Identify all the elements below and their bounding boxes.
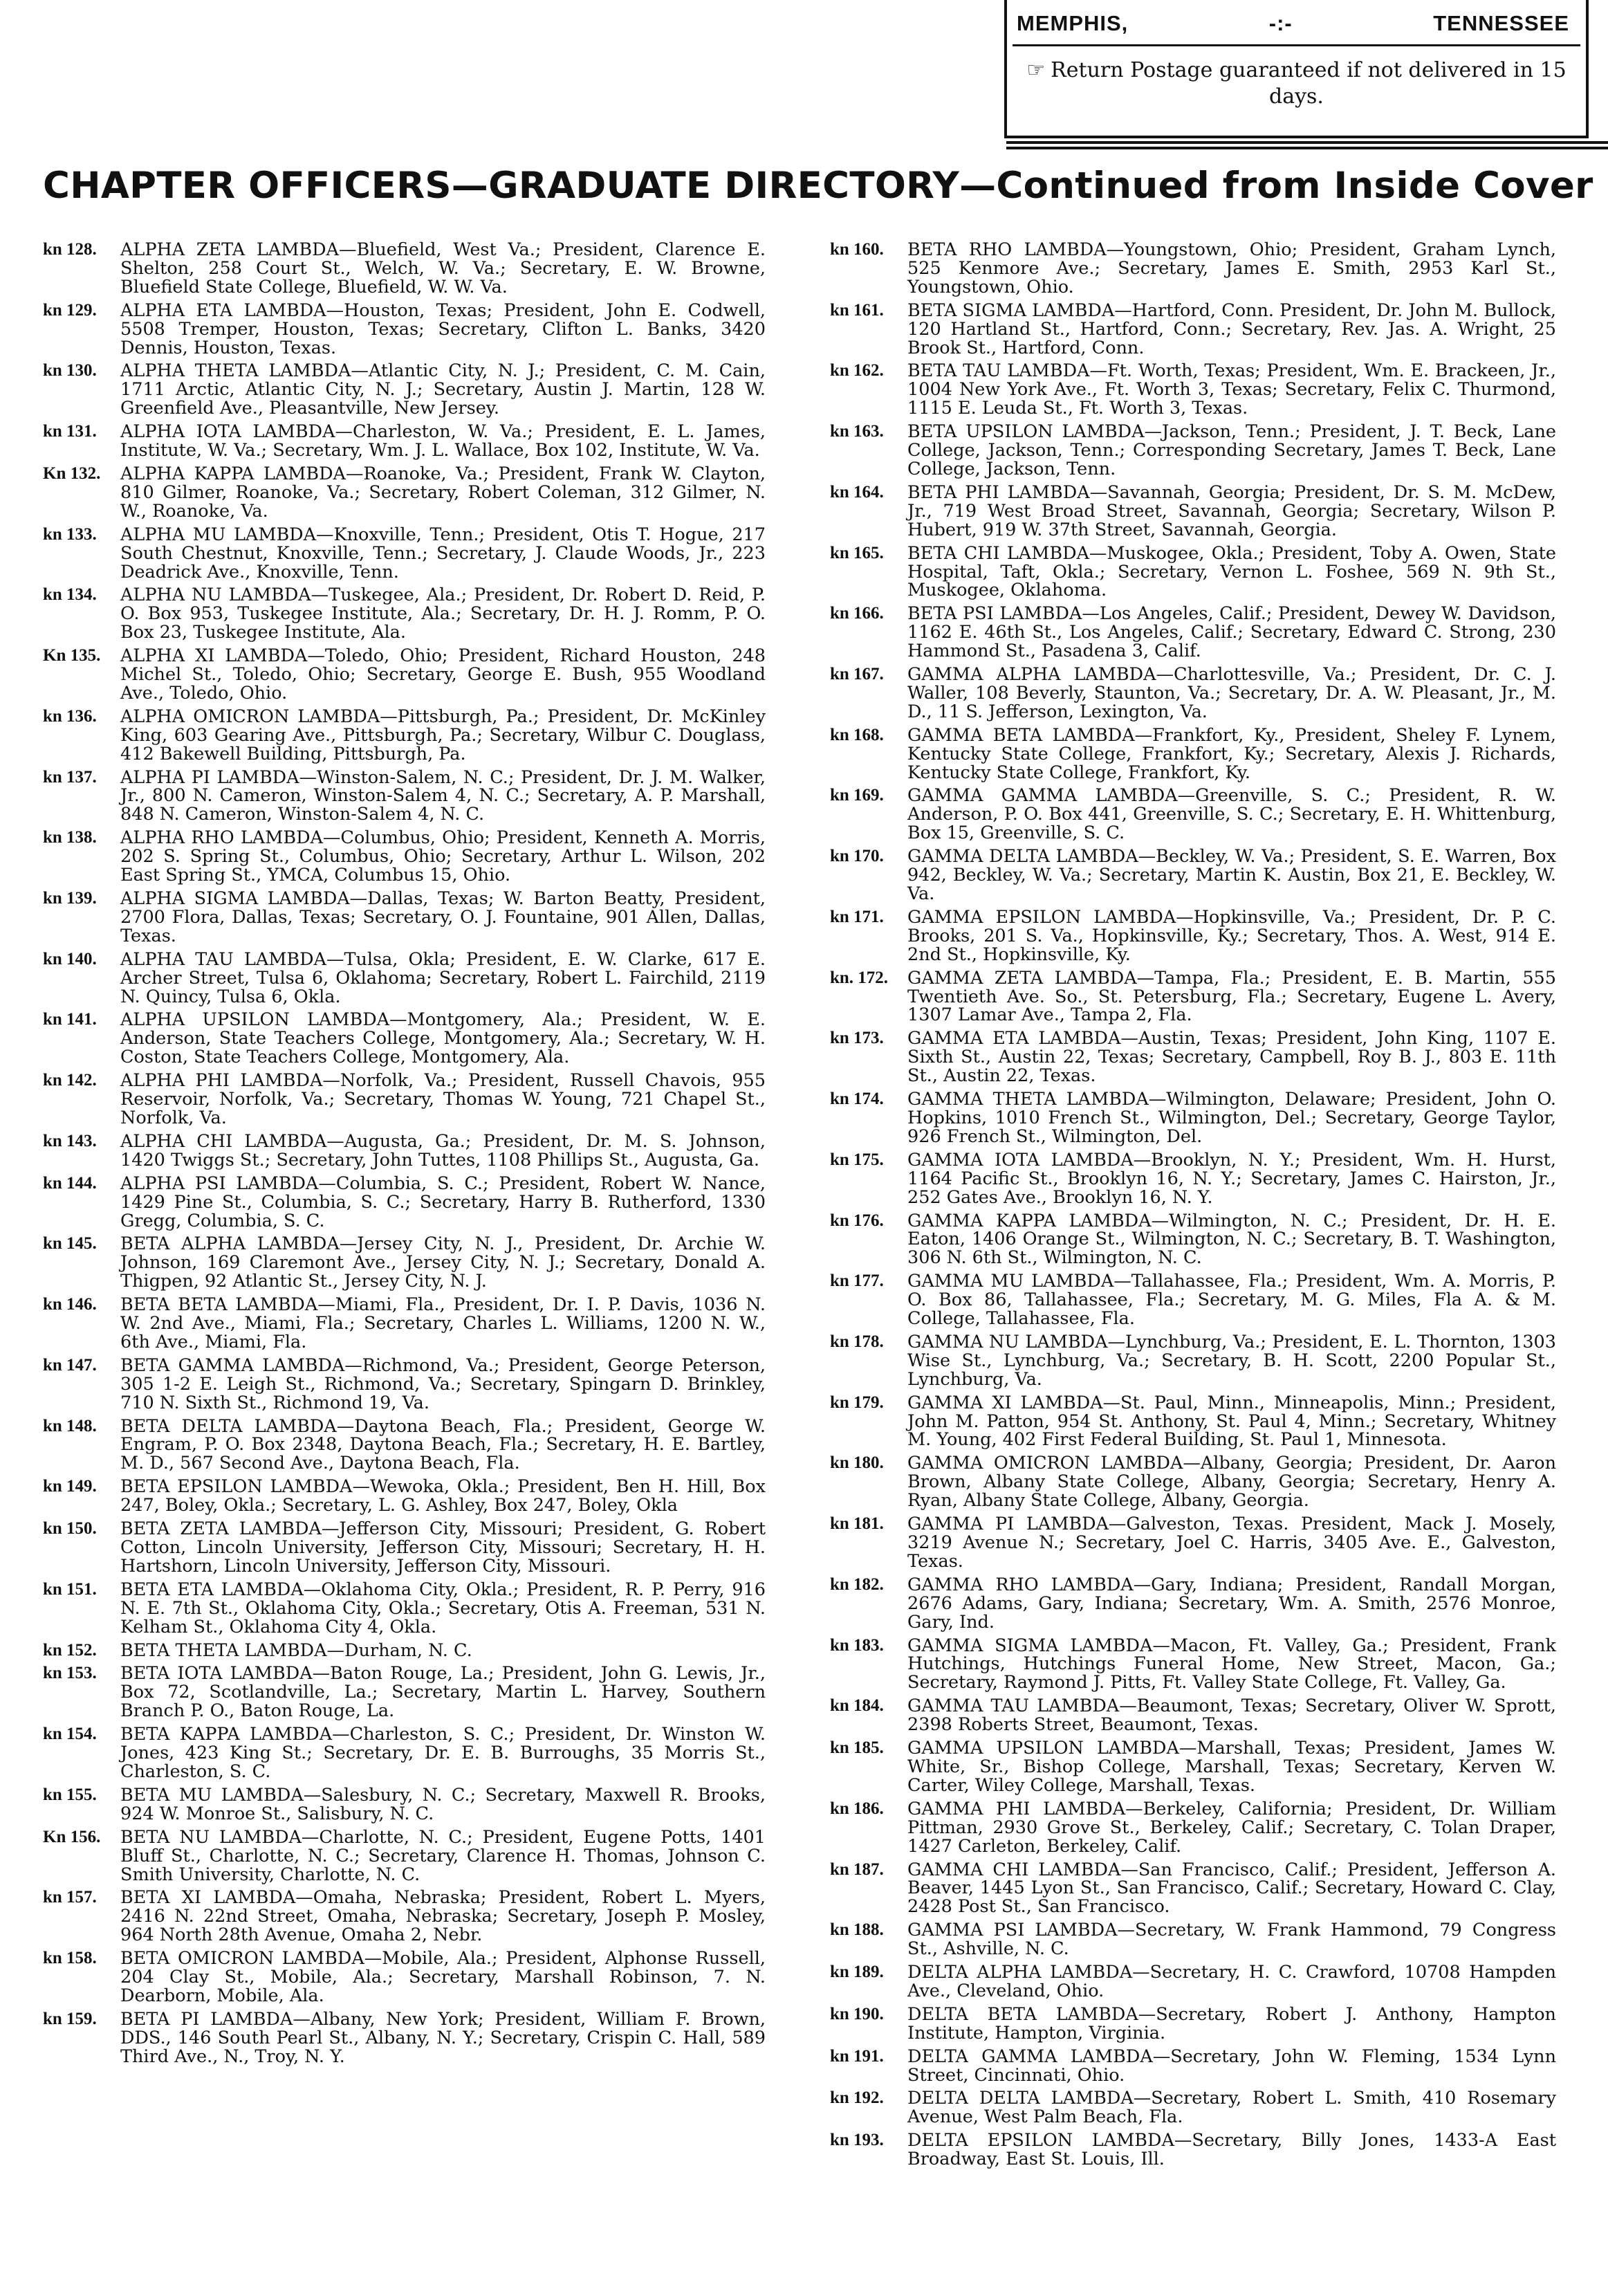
entry-number: kn 179. [830, 1393, 884, 1412]
entry-number: kn 184. [830, 1696, 884, 1716]
directory-entry [830, 726, 1556, 782]
left-column [43, 241, 766, 2071]
directory-entry [43, 647, 766, 703]
directory-entry [43, 708, 766, 764]
entry-number: kn 177. [830, 1271, 884, 1291]
entry-text: GAMMA PSI LAMBDA—Secretary, W. Frank Hammond, 79 Congress St., Ashville, N. C. [907, 1920, 1556, 1960]
entry-text: BETA ZETA LAMBDA—Jefferson City, Missouri; President, G. Robert Cotton, Lincoln University, Jefferson City, Missouri; Secretary, H. H. Hartshorn, Lincoln University, Jefferson City, Missouri. [120, 1518, 766, 1577]
entry-text: ALPHA UPSILON LAMBDA—Montgomery, Ala.; President, W. E. Anderson, State Teachers College, Montgomery, Ala.; Secretary, W. H. Coston, State Teachers College, Montgomery, Ala. [120, 1009, 766, 1068]
entry-number: Kn 156. [43, 1827, 101, 1846]
directory-entry [830, 605, 1556, 661]
directory-entry [830, 1637, 1556, 1693]
entry-number: kn 134. [43, 585, 97, 605]
directory-entry [830, 1861, 1556, 1917]
entry-text: DELTA BETA LAMBDA—Secretary, Robert J. Anthony, Hampton Institute, Hampton, Virginia. [907, 2003, 1556, 2044]
entry-text: GAMMA THETA LAMBDA—Wilmington, Delaware; President, John O. Hopkins, 1010 French St., Wilmington, Del.; Secretary, George Taylor, 926 French St., Wilmington, Del. [907, 1089, 1556, 1147]
entry-number: kn 148. [43, 1416, 97, 1435]
entry-text: BETA NU LAMBDA—Charlotte, N. C.; President, Eugene Potts, 1401 Bluff St., Charlotte, N. C.; Secretary, Clarence H. Thomas, Johnson C. Smith University, Charlotte, N. C. [120, 1826, 766, 1885]
entry-number: kn 133. [43, 524, 97, 544]
entry-text: GAMMA KAPPA LAMBDA—Wilmington, N. C.; President, Dr. H. E. Eaton, 1406 Orange St., Wilmington, N. C.; Secretary, B. T. Washington, 306 N. 6th St., Wilmington, N. C. [907, 1210, 1556, 1269]
directory-entry [830, 1739, 1556, 1795]
entry-text: GAMMA SIGMA LAMBDA—Macon, Ft. Valley, Ga.; President, Frank Hutchings, Hutchings Funeral Home, New Street, Macon, Ga.; Secretary, Raymond J. Pitts, Ft. Valley State College, Ft. Valley, Ga. [907, 1635, 1556, 1693]
entry-number: kn 140. [43, 949, 97, 968]
directory-entry [830, 1800, 1556, 1856]
entry-text: GAMMA RHO LAMBDA—Gary, Indiana; President, Randall Morgan, 2676 Adams, Gary, Indiana; Secretary, Wm. A. Smith, 2576 Monroe, Gary, Ind. [907, 1574, 1556, 1633]
directory-entry [43, 1478, 766, 1515]
return-notice [1007, 46, 1586, 110]
rule-top [1006, 141, 1608, 144]
entry-number: kn 144. [43, 1173, 97, 1193]
entry-text: BETA XI LAMBDA—Omaha, Nebraska; President, Robert L. Myers, 2416 N. 22nd Street, Omaha, Nebraska; Secretary, Joseph P. Mosley, 964 North 28th Avenue, Omaha 2, Nebr. [120, 1887, 766, 1946]
entry-text: BETA OMICRON LAMBDA—Mobile, Ala.; President, Alphonse Russell, 204 Clay St., Mobile, Ala.; Secretary, Marshall Robinson, 7. N. Dearborn, Mobile, Ala. [120, 1948, 766, 2006]
entry-text: BETA IOTA LAMBDA—Baton Rouge, La.; President, John G. Lewis, Jr., Box 72, Scotlandville, La.; Secretary, Martin L. Harvey, Southern Branch P. O., Baton Rouge, La. [120, 1663, 766, 1722]
entry-text: GAMMA DELTA LAMBDA—Beckley, W. Va.; President, S. E. Warren, Box 942, Beckley, W. Va.; Secretary, Martin K. Austin, Box 21, E. Beckley, W. Va. [907, 846, 1556, 904]
entry-text: BETA BETA LAMBDA—Miami, Fla., President, Dr. I. P. Davis, 1036 N. W. 2nd Ave., Miami, Fla.; Secretary, Charles L. Williams, 1200 N. W., 6th Ave., Miami, Fla. [120, 1294, 766, 1352]
entry-number: kn 165. [830, 543, 884, 562]
directory-entry [43, 1072, 766, 1128]
entry-text: BETA KAPPA LAMBDA—Charleston, S. C.; President, Dr. Winston W. Jones, 423 King St.; Secretary, Dr. E. B. Burroughs, 35 Morris St., Charleston, S. C. [120, 1724, 766, 1782]
entry-text: GAMMA ETA LAMBDA—Austin, Texas; President, John King, 1107 E. Sixth St., Austin 22, Texas; Secretary, Campbell, Roy B. J., 803 E. 11th St., Austin 22, Texas. [907, 1028, 1556, 1087]
city: MEMPHIS, [1017, 11, 1129, 35]
entry-text: BETA PSI LAMBDA—Los Angeles, Calif.; President, Dewey W. Davidson, 1162 E. 46th St., Los Angeles, Calif.; Secretary, Edward C. Strong, 230 Hammond St., Pasadena 3, Calif. [907, 603, 1556, 662]
entry-text: ALPHA OMICRON LAMBDA—Pittsburgh, Pa.; President, Dr. McKinley King, 603 Gearing Ave., Pittsburgh, Pa.; Secretary, Wilbur C. Douglass, 412 Bakewell Building, Pittsburgh, Pa. [120, 706, 766, 764]
entry-text: GAMMA EPSILON LAMBDA—Hopkinsville, Va.; President, Dr. P. C. Brooks, 201 S. Va., Hopkinsville, Ky.; Secretary, Thos. A. West, 914 E. 2nd St., Hopkinsville, Ky. [907, 906, 1556, 965]
entry-number: kn. 172. [830, 968, 889, 987]
directory-entry [830, 2005, 1556, 2043]
directory-entry [43, 950, 766, 1007]
entry-number: kn 145. [43, 1234, 97, 1253]
directory-entry [43, 1581, 766, 1637]
entry-text: ALPHA SIGMA LAMBDA—Dallas, Texas; W. Barton Beatty, President, 2700 Flora, Dallas, Texas; Secretary, O. J. Fountaine, 901 Allen, Dallas, Texas. [120, 888, 766, 946]
entry-text: DELTA ALPHA LAMBDA—Secretary, H. C. Crawford, 10708 Hampden Ave., Cleveland, Ohio. [907, 1962, 1556, 2001]
directory-entry [43, 465, 766, 521]
directory-entry [43, 586, 766, 642]
directory-entry [43, 1175, 766, 1231]
entry-number: kn 128. [43, 240, 97, 259]
directory-entry [830, 2048, 1556, 2085]
entry-text: ALPHA ZETA LAMBDA—Bluefield, West Va.; President, Clarence E. Shelton, 258 Court St., Welch, W. Va.; Secretary, E. W. Browne, Bluefield State College, Bluefield, W. W. Va. [120, 239, 766, 297]
entry-number: kn 154. [43, 1725, 97, 1744]
directory-entry [830, 1029, 1556, 1085]
entry-text: GAMMA OMICRON LAMBDA—Albany, Georgia; President, Dr. Aaron Brown, Albany State College, Albany, Georgia; Secretary, Henry A. Ryan, Albany State College, Albany, Georgia. [907, 1453, 1556, 1512]
entry-text: GAMMA CHI LAMBDA—San Francisco, Calif.; President, Jefferson A. Beaver, 1445 Lyon St., San Francisco, Calif.; Secretary, Howard C. Clay, 2428 Post St., San Francisco. [907, 1859, 1556, 1918]
entry-number: kn 138. [43, 828, 97, 847]
entry-number: kn 163. [830, 422, 884, 441]
entry-text: ALPHA NU LAMBDA—Tuskegee, Ala.; President, Dr. Robert D. Reid, P. O. Box 953, Tuskegee Institute, Ala.; Secretary, Dr. H. J. Romm, P. O. Box 23, Tuskegee Institute, Ala. [120, 585, 766, 643]
return-notice-text: Return Postage guaranteed if not delivered in 15 days. [1051, 58, 1567, 109]
directory-entry [830, 1394, 1556, 1450]
directory-entry [43, 1354, 766, 1413]
directory-entry [43, 302, 766, 358]
directory-entry [43, 1949, 766, 2005]
directory-entry [830, 362, 1556, 418]
directory-entry [830, 969, 1556, 1025]
directory-entry [830, 1515, 1556, 1571]
entry-text: BETA MU LAMBDA—Salesbury, N. C.; Secretary, Maxwell R. Brooks, 924 W. Monroe St., Salisbury, N. C. [120, 1784, 766, 1824]
entry-number: kn 190. [830, 2004, 884, 2023]
entry-text: BETA ALPHA LAMBDA—Jersey City, N. J., President, Dr. Archie W. Johnson, 169 Claremont Ave., Jersey City, N. J.; Secretary, Donald A. Thigpen, 92 Atlantic St., Jersey City, N. J. [120, 1233, 766, 1292]
entry-text: GAMMA PHI LAMBDA—Berkeley, California; President, Dr. William Pittman, 2930 Grove St., Berkeley, Calif.; Secretary, C. Tolan Draper, 1427 Carleton, Berkeley, Calif. [907, 1798, 1556, 1857]
entry-text: GAMMA ZETA LAMBDA—Tampa, Fla.; President, E. B. Martin, 555 Twentieth Ave. So., St. Petersburg, Fla.; Secretary, Eugene L. Avery, 1307 Lamar Ave., Tampa 2, Fla. [907, 967, 1556, 1026]
entry-number: kn 193. [830, 2131, 884, 2150]
page-title: CHAPTER OFFICERS—GRADUATE DIRECTORY—Continued from Inside Cover [43, 165, 1593, 207]
entry-number: kn 142. [43, 1071, 97, 1090]
entry-number: kn 139. [43, 889, 97, 908]
directory-entry [830, 787, 1556, 843]
entry-number: kn 189. [830, 1963, 884, 1982]
entry-number: Kn 135. [43, 646, 101, 665]
entry-text: DELTA DELTA LAMBDA—Secretary, Robert L. Smith, 410 Rosemary Avenue, West Palm Beach, Fla. [907, 2088, 1556, 2128]
entry-number: kn 167. [830, 665, 884, 684]
directory-entry [830, 1272, 1556, 1328]
entry-text: ALPHA XI LAMBDA—Toledo, Ohio; President, Richard Houston, 248 Michel St., Toledo, Ohio; Secretary, George E. Bush, 955 Woodland Ave., Toledo, Ohio. [120, 645, 766, 704]
entry-text: BETA PHI LAMBDA—Savannah, Georgia; President, Dr. S. M. McDew, Jr., 719 West Broad Street, Savannah, Georgia; Secretary, Wilson P. Hubert, 919 W. 37th Street, Savannah, Georgia. [907, 481, 1556, 540]
directory-entry [830, 2131, 1556, 2169]
right-column [830, 241, 1556, 2174]
entry-number: kn 187. [830, 1859, 884, 1879]
entry-text: ALPHA MU LAMBDA—Knoxville, Tenn.; President, Otis T. Hogue, 217 South Chestnut, Knoxville, Tenn.; Secretary, J. Claude Woods, Jr., 223 Deadrick Ave., Knoxville, Tenn. [120, 524, 766, 582]
entry-number: kn 168. [830, 725, 884, 744]
entry-number: kn 188. [830, 1920, 884, 1940]
entry-number: kn 160. [830, 240, 884, 259]
entry-text: GAMMA UPSILON LAMBDA—Marshall, Texas; President, James W. White, Sr., Bishop College, Marshall, Texas; Secretary, Kerven W. Carter, Wiley College, Marshall, Texas. [907, 1738, 1556, 1796]
directory-entry [830, 2089, 1556, 2127]
entry-number: kn 180. [830, 1453, 884, 1473]
entry-number: kn 161. [830, 300, 884, 320]
entry-text: GAMMA XI LAMBDA—St. Paul, Minn., Minneapolis, Minn.; President, John M. Patton, 954 St. Anthony, St. Paul 4, Minn.; Secretary, Whitney M. Young, 402 First Federal Building, St. Paul 1, Minnesota. [907, 1392, 1556, 1451]
directory-entry [830, 544, 1556, 600]
directory-entry [830, 1576, 1556, 1632]
directory-entry [830, 1697, 1556, 1734]
entry-number: kn 136. [43, 706, 97, 726]
directory-entry [830, 847, 1556, 903]
directory-entry [43, 1011, 766, 1067]
entry-text: ALPHA RHO LAMBDA—Columbus, Ohio; President, Kenneth A. Morris, 202 S. Spring St., Columbus, Ohio; Secretary, Arthur L. Wilson, 202 East Spring St., YMCA, Columbus 15, Ohio. [120, 827, 766, 886]
entry-number: kn 171. [830, 907, 884, 926]
directory-entry [830, 481, 1556, 540]
entry-text: BETA ETA LAMBDA—Oklahoma City, Okla.; President, R. P. Perry, 916 N. E. 7th St., Oklahoma City, Okla.; Secretary, Otis A. Freeman, 531 N. Kelham St., Oklahoma City 4, Okla. [120, 1579, 766, 1637]
directory-entry [43, 1828, 766, 1884]
entry-number: kn 158. [43, 1949, 97, 1968]
entry-number: kn 162. [830, 361, 884, 380]
entry-number: kn 137. [43, 767, 97, 787]
entry-text: ALPHA KAPPA LAMBDA—Roanoke, Va.; President, Frank W. Clayton, 810 Gilmer, Roanoke, Va.; Secretary, Robert Coleman, 312 Gilmer, N. W., Roanoke, Va. [120, 463, 766, 522]
directory-entry [43, 423, 766, 460]
directory-entry [830, 1090, 1556, 1146]
entry-number: kn 174. [830, 1090, 884, 1109]
entry-text: ALPHA CHI LAMBDA—Augusta, Ga.; President, Dr. M. S. Johnson, 1420 Twiggs St.; Secretary, John Tuttes, 1108 Phillips St., Augusta, Ga. [120, 1130, 766, 1170]
entry-text: GAMMA IOTA LAMBDA—Brooklyn, N. Y.; President, Wm. H. Hurst, 1164 Pacific St., Brooklyn 16, N. Y.; Secretary, James C. Hairston, Jr., 252 Gates Ave., Brooklyn 16, N. Y. [907, 1149, 1556, 1208]
entry-text: GAMMA ALPHA LAMBDA—Charlottesville, Va.; President, Dr. C. J. Waller, 108 Beverly, Staunton, Va.; Secretary, Dr. A. W. Pleasant, Jr., M. D., 11 S. Jefferson, Lexington, Va. [907, 664, 1556, 722]
entry-text: GAMMA TAU LAMBDA—Beaumont, Texas; Secretary, Oliver W. Sprott, 2398 Roberts Street, Beaumont, Texas. [907, 1696, 1556, 1736]
directory-entry [830, 665, 1556, 722]
directory-entry [43, 1235, 766, 1291]
directory-entry [43, 1296, 766, 1352]
entry-number: kn 129. [43, 300, 97, 320]
directory-entry [43, 1520, 766, 1576]
entry-number: kn 149. [43, 1477, 97, 1496]
directory-entry [43, 1132, 766, 1170]
directory-entry [43, 241, 766, 297]
pointing-hand-icon: ☞ [1026, 58, 1046, 82]
entry-number: kn 181. [830, 1514, 884, 1534]
directory-entry [830, 908, 1556, 964]
entry-text: ALPHA TAU LAMBDA—Tulsa, Okla; President, E. W. Clarke, 617 E. Archer Street, Tulsa 6, Oklahoma; Secretary, Robert L. Fairchild, 2119 N. Quincy, Tulsa 6, Okla. [120, 948, 766, 1007]
directory-entry [43, 890, 766, 946]
entry-text: ALPHA PI LAMBDA—Winston-Salem, N. C.; President, Dr. J. M. Walker, Jr., 800 N. Cameron, Winston-Salem 4, N. C.; Secretary, A. P. Marshall, 848 N. Cameron, Winston-Salem 4, N. C. [120, 766, 766, 825]
entry-number: kn 178. [830, 1332, 884, 1351]
entry-text: DELTA EPSILON LAMBDA—Secretary, Billy Jones, 1433-A East Broadway, East St. Louis, Ill. [907, 2130, 1556, 2170]
entry-number: kn 166. [830, 604, 884, 623]
entry-number: kn 185. [830, 1738, 884, 1758]
entry-text: GAMMA NU LAMBDA—Lynchburg, Va.; President, E. L. Thornton, 1303 Wise St., Lynchburg, Va.; Secretary, B. H. Scott, 2200 Popular St., Lynchburg, Va. [907, 1331, 1556, 1390]
entry-number: kn 169. [830, 786, 884, 805]
entry-text: GAMMA PI LAMBDA—Galveston, Texas. President, Mack J. Mosely, 3219 Avenue N.; Secretary, Joel C. Harris, 3405 Ave. E., Galveston, Texas. [907, 1514, 1556, 1572]
entry-text: ALPHA ETA LAMBDA—Houston, Texas; President, John E. Codwell, 5508 Tremper, Houston, Texas; Secretary, Clifton L. Banks, 3420 Dennis, Houston, Texas. [120, 300, 766, 358]
entry-number: kn 164. [830, 482, 884, 502]
entry-number: kn 147. [43, 1355, 97, 1375]
entry-text: BETA GAMMA LAMBDA—Richmond, Va.; President, George Peterson, 305 1-2 E. Leigh St., Richmond, Va.; Secretary, Spingarn D. Brinkley, 710 N. Sixth St., Richmond 19, Va. [120, 1354, 766, 1413]
separator: -:- [1268, 11, 1293, 35]
entry-text: ALPHA PSI LAMBDA—Columbia, S. C.; President, Robert W. Nance, 1429 Pine St., Columbia, S. C.; Secretary, Harry B. Rutherford, 1330 Gregg, Columbia, S. C. [120, 1173, 766, 1231]
entry-text: GAMMA BETA LAMBDA—Frankfort, Ky., President, Sheley F. Lynem, Kentucky State College, Frankfort, Ky.; Secretary, Alexis J. Richards, Kentucky State College, Frankfort, Ky. [907, 724, 1556, 783]
entry-number: kn 175. [830, 1150, 884, 1169]
entry-text: GAMMA GAMMA LAMBDA—Greenville, S. C.; President, R. W. Anderson, P. O. Box 441, Greenville, S. C.; Secretary, E. H. Whittenburg, Box 15, Greenville, S. C. [907, 785, 1556, 844]
entry-number: kn 170. [830, 847, 884, 866]
entry-number: kn 131. [43, 422, 97, 441]
entry-number: kn 146. [43, 1295, 97, 1314]
entry-number: kn 130. [43, 361, 97, 380]
entry-text: BETA EPSILON LAMBDA—Wewoka, Okla.; President, Ben H. Hill, Box 247, Boley, Okla.; Secretary, L. G. Ashley, Box 247, Boley, Okla [120, 1476, 766, 1516]
state: TENNESSEE [1433, 11, 1569, 35]
directory-entry [830, 1212, 1556, 1268]
directory-entry [43, 362, 766, 418]
entry-number: kn 152. [43, 1640, 97, 1660]
directory-entry [43, 1889, 766, 1945]
entry-number: kn 143. [43, 1131, 97, 1150]
entry-text: ALPHA PHI LAMBDA—Norfolk, Va.; President, Russell Chavois, 955 Reservoir, Norfolk, Va.; Secretary, Thomas W. Young, 721 Chapel St., Norfolk, Va. [120, 1070, 766, 1128]
directory-entry [830, 302, 1556, 358]
rule-bottom [1006, 147, 1608, 149]
directory-entry [43, 829, 766, 885]
directory-entry [43, 1786, 766, 1824]
entry-text: BETA UPSILON LAMBDA—Jackson, Tenn.; President, J. T. Beck, Lane College, Jackson, Tenn.; Corresponding Secretary, James T. Beck, Lane College, Jackson, Tenn. [907, 421, 1556, 479]
directory-entry [830, 1333, 1556, 1389]
directory-entry [830, 241, 1556, 297]
entry-text: GAMMA MU LAMBDA—Tallahassee, Fla.; President, Wm. A. Morris, P. O. Box 86, Tallahassee, Fla.; Secretary, M. G. Miles, Fla A. & M. College, Tallahassee, Fla. [907, 1271, 1556, 1330]
entry-number: Kn 132. [43, 463, 101, 483]
entry-number: kn 159. [43, 2009, 97, 2028]
entry-number: kn 176. [830, 1211, 884, 1230]
entry-number: kn 157. [43, 1888, 97, 1907]
directory-entry [830, 1921, 1556, 1958]
mailing-address-row [1007, 0, 1586, 43]
entry-number: kn 150. [43, 1519, 97, 1539]
directory-entry [43, 1417, 766, 1473]
directory-entry [830, 1963, 1556, 2001]
mailing-box [1004, 0, 1589, 138]
entry-number: kn 186. [830, 1799, 884, 1818]
directory-entry [43, 2010, 766, 2066]
entry-text: BETA RHO LAMBDA—Youngstown, Ohio; President, Graham Lynch, 525 Kenmore Ave.; Secretary, James E. Smith, 2953 Karl St., Youngstown, Ohio. [907, 239, 1556, 297]
entry-number: kn 173. [830, 1029, 884, 1048]
directory-entry [43, 1664, 766, 1720]
entry-number: kn 192. [830, 2088, 884, 2108]
entry-number: kn 191. [830, 2046, 884, 2066]
directory-entry [43, 526, 766, 582]
entry-number: kn 153. [43, 1664, 97, 1683]
entry-number: kn 155. [43, 1785, 97, 1804]
entry-text: BETA THETA LAMBDA—Durham, N. C. [120, 1640, 472, 1661]
directory-entry [43, 1725, 766, 1781]
directory-entry [830, 423, 1556, 479]
entry-number: kn 182. [830, 1574, 884, 1594]
entry-text: BETA CHI LAMBDA—Muskogee, Okla.; President, Toby A. Owen, State Hospital, Taft, Okla.; Secretary, Vernon L. Foshee, 569 N. 9th St., Muskogee, Oklahoma. [907, 542, 1556, 601]
directory-entry [830, 1454, 1556, 1510]
entry-text: DELTA GAMMA LAMBDA—Secretary, John W. Fleming, 1534 Lynn Street, Cincinnati, Ohio. [907, 2046, 1556, 2086]
entry-number: kn 183. [830, 1635, 884, 1655]
entry-number: kn 141. [43, 1010, 97, 1029]
directory-entry [43, 1642, 766, 1660]
entry-text: BETA TAU LAMBDA—Ft. Worth, Texas; President, Wm. E. Brackeen, Jr., 1004 New York Ave., Ft. Worth 3, Texas; Secretary, Felix C. Thurmond, 1115 E. Leuda St., Ft. Worth 3, Texas. [907, 360, 1556, 419]
entry-text: BETA DELTA LAMBDA—Daytona Beach, Fla.; President, George W. Engram, P. O. Box 2348, Daytona Beach, Fla.; Secretary, H. E. Bartley, M. D., 567 Second Ave., Daytona Beach, Fla. [120, 1415, 766, 1474]
entry-text: ALPHA THETA LAMBDA—Atlantic City, N. J.; President, C. M. Cain, 1711 Arctic, Atlantic City, N. J.; Secretary, Austin J. Martin, 128 W. Greenfield Ave., Pleasantville, New Jersey. [120, 360, 766, 419]
directory-entry [43, 766, 766, 825]
entry-number: kn 151. [43, 1579, 97, 1599]
entry-text: ALPHA IOTA LAMBDA—Charleston, W. Va.; President, E. L. James, Institute, W. Va.; Secretary, Wm. J. L. Wallace, Box 102, Institute, W. Va. [120, 421, 766, 461]
entry-text: BETA SIGMA LAMBDA—Hartford, Conn. President, Dr. John M. Bullock, 120 Hartland St., Hartford, Conn.; Secretary, Rev. Jas. A. Wright, 25 Brook St., Hartford, Conn. [907, 300, 1556, 358]
directory-entry [830, 1151, 1556, 1207]
entry-text: BETA PI LAMBDA—Albany, New York; President, William F. Brown, DDS., 146 South Pearl St., Albany, N. Y.; Secretary, Crispin C. Hall, 589 Third Ave., N., Troy, N. Y. [120, 2008, 766, 2067]
